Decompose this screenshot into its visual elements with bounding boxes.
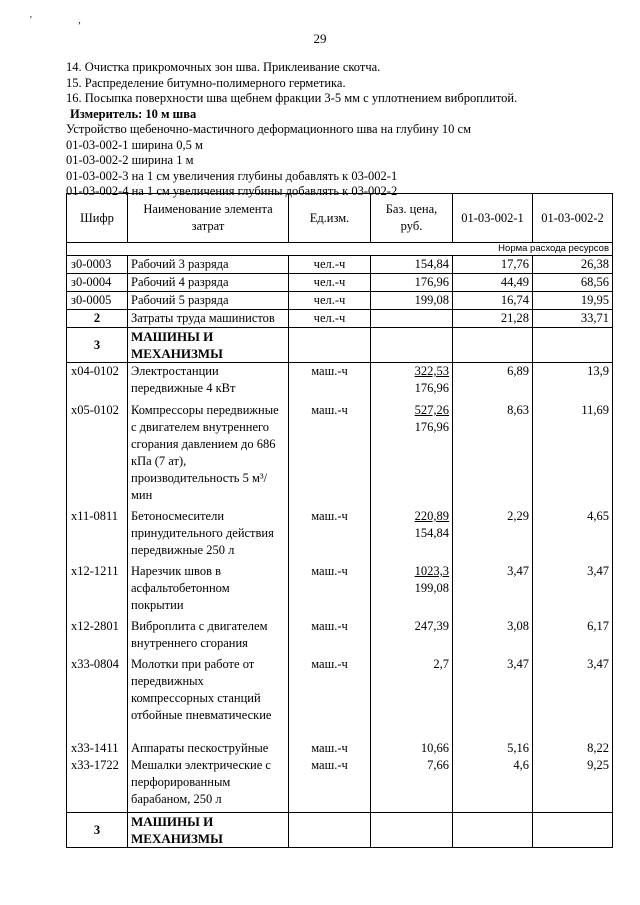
row-code: х05-0102 (67, 402, 128, 508)
row-unit: чел.-ч (289, 292, 371, 310)
norm-row (67, 243, 613, 256)
table-row (67, 363, 613, 403)
row-name: Рабочий 3 разряда (128, 256, 289, 274)
row-value-2: 3,47 (533, 563, 613, 618)
row-value-1: 3,08 (453, 618, 533, 656)
row-code: з0-0004 (67, 274, 128, 292)
row-price: 154,84 (371, 256, 453, 274)
row-name: Молотки при работе от передвижных компрессорных станций отбойные пневматические (128, 656, 289, 740)
section-title: МАШИНЫ И МЕХАНИЗМЫ (128, 813, 289, 848)
row-unit: маш.-ч (289, 740, 371, 757)
row-unit: чел.-ч (289, 274, 371, 292)
row-price: 176,96 (371, 274, 453, 292)
row-value-1: 8,63 (453, 402, 533, 508)
row-value-2: 13,9 (533, 363, 613, 403)
row-value-2: 19,95 (533, 292, 613, 310)
row-value-2: 8,22 (533, 740, 613, 757)
row-name: Компрессоры передвижные с двигателем внутреннего сгорания давлением до 686 кПа (7 ат), производительность 5 м³/мин (128, 402, 289, 508)
section-title: МАШИНЫ И МЕХАНИЗМЫ (128, 328, 289, 363)
row-code: х04-0102 (67, 363, 128, 403)
variant-line: 01-03-002-4 на 1 см увеличения глубины добавлять к 03-002-2 (66, 184, 398, 198)
page-number: 29 (313, 31, 327, 46)
row-value-1: 44,49 (453, 274, 533, 292)
table-row (67, 256, 613, 274)
row-unit: маш.-ч (289, 656, 371, 740)
row-value-1: 5,16 (453, 740, 533, 757)
row-code: х33-0804 (67, 656, 128, 740)
row-price: 10,66 (371, 740, 453, 757)
row-price-2: 176,96 (414, 420, 449, 434)
row-value-2: 11,69 (533, 402, 613, 508)
row-value-2: 26,38 (533, 256, 613, 274)
header-name: Наименование элемента затрат (128, 194, 289, 243)
row-price: 247,39 (371, 618, 453, 656)
resource-table (66, 193, 613, 848)
section-row (67, 813, 613, 848)
row-name: Рабочий 5 разряда (128, 292, 289, 310)
table-row (67, 656, 613, 740)
row-unit: чел.-ч (289, 256, 371, 274)
row-unit: маш.-ч (289, 618, 371, 656)
header-col2: 01-03-002-2 (533, 194, 613, 243)
row-code: 2 (67, 310, 128, 328)
header-row (67, 194, 613, 243)
row-value-1: 4,6 (453, 757, 533, 813)
row-name: Электростанции передвижные 4 кВт (128, 363, 289, 403)
row-unit: маш.-ч (289, 363, 371, 403)
variant-line: 01-03-002-2 ширина 1 м (66, 153, 194, 167)
header-unit: Ед.изм. (289, 194, 371, 243)
row-value-2: 4,65 (533, 508, 613, 563)
row-value-1: 3,47 (453, 656, 533, 740)
machinist-row (67, 310, 613, 328)
row-price-2: 176,96 (414, 381, 449, 395)
row-unit: маш.-ч (289, 757, 371, 813)
row-price: 322,53 (414, 364, 449, 378)
norm-label: Норма расхода ресурсов (67, 243, 613, 256)
row-code: х12-2801 (67, 618, 128, 656)
row-name: Нарезчик швов в асфальтобетонном покрытии (128, 563, 289, 618)
description-line: Устройство щебеночно-мастичного деформационного шва на глубину 10 см (66, 122, 472, 136)
row-code: х33-1722 (67, 757, 128, 813)
scan-specks: ' , (30, 15, 103, 26)
measure-line: Измеритель: 10 м шва (70, 106, 197, 121)
section-row (67, 328, 613, 363)
intro-block (66, 60, 626, 200)
row-value-2: 6,17 (533, 618, 613, 656)
row-name: Бетоносмесители принудительного действия передвижные 250 л (128, 508, 289, 563)
table-row (67, 274, 613, 292)
row-price: 220,89 (414, 509, 449, 523)
row-price (371, 310, 453, 328)
variant-line: 01-03-002-3 на 1 см увеличения глубины добавлять к 03-002-1 (66, 168, 398, 183)
row-price-2: 199,08 (414, 581, 449, 595)
row-code: х12-1211 (67, 563, 128, 618)
row-code: з0-0005 (67, 292, 128, 310)
row-name: Мешалки электрические с перфорированным барабаном, 250 л (128, 757, 289, 813)
variant-line: 01-03-002-1 ширина 0,5 м (66, 137, 203, 152)
table-row (67, 292, 613, 310)
header-col1: 01-03-002-1 (453, 194, 533, 243)
row-value-1: 2,29 (453, 508, 533, 563)
row-name: Виброплита с двигателем внутреннего сгорания (128, 618, 289, 656)
header-price: Баз. цена, руб. (371, 194, 453, 243)
row-name: Рабочий 4 разряда (128, 274, 289, 292)
row-price-2: 154,84 (414, 526, 449, 540)
machines-body (67, 363, 613, 848)
row-value-2: 33,71 (533, 310, 613, 328)
intro-line: 14. Очистка прикромочных зон шва. Приклеивание скотча. (66, 60, 381, 74)
header-code: Шифр (67, 194, 128, 243)
row-value-2: 68,56 (533, 274, 613, 292)
row-value-1: 16,74 (453, 292, 533, 310)
table-row (67, 757, 613, 813)
table-row (67, 618, 613, 656)
row-value-1: 17,76 (453, 256, 533, 274)
row-name: Аппараты пескоструйные (128, 740, 289, 757)
row-unit: маш.-ч (289, 402, 371, 508)
table-row (67, 508, 613, 563)
intro-line: 15. Распределение битумно-полимерного герметика. (66, 75, 346, 90)
row-price: 2,7 (371, 656, 453, 740)
intro-line: 16. Посыпка поверхности шва щебнем фракции 3-5 мм с уплотнением виброплитой. (66, 91, 518, 105)
row-code: х11-0811 (67, 508, 128, 563)
section-code: 3 (67, 328, 128, 363)
row-name: Затраты труда машинистов (128, 310, 289, 328)
row-value-2: 9,25 (533, 757, 613, 813)
row-value-1: 6,89 (453, 363, 533, 403)
row-unit: маш.-ч (289, 563, 371, 618)
row-price: 527,26 (414, 403, 449, 417)
row-price: 7,66 (371, 757, 453, 813)
row-value-1: 3,47 (453, 563, 533, 618)
row-price: 1023,3 (414, 564, 449, 578)
row-unit: чел.-ч (289, 310, 371, 328)
table-row (67, 563, 613, 618)
row-value-2: 3,47 (533, 656, 613, 740)
section-code: 3 (67, 813, 128, 848)
row-code: з0-0003 (67, 256, 128, 274)
row-price: 199,08 (371, 292, 453, 310)
row-value-1: 21,28 (453, 310, 533, 328)
row-unit: маш.-ч (289, 508, 371, 563)
table-row (67, 740, 613, 757)
table-row (67, 402, 613, 508)
row-code: х33-1411 (67, 740, 128, 757)
